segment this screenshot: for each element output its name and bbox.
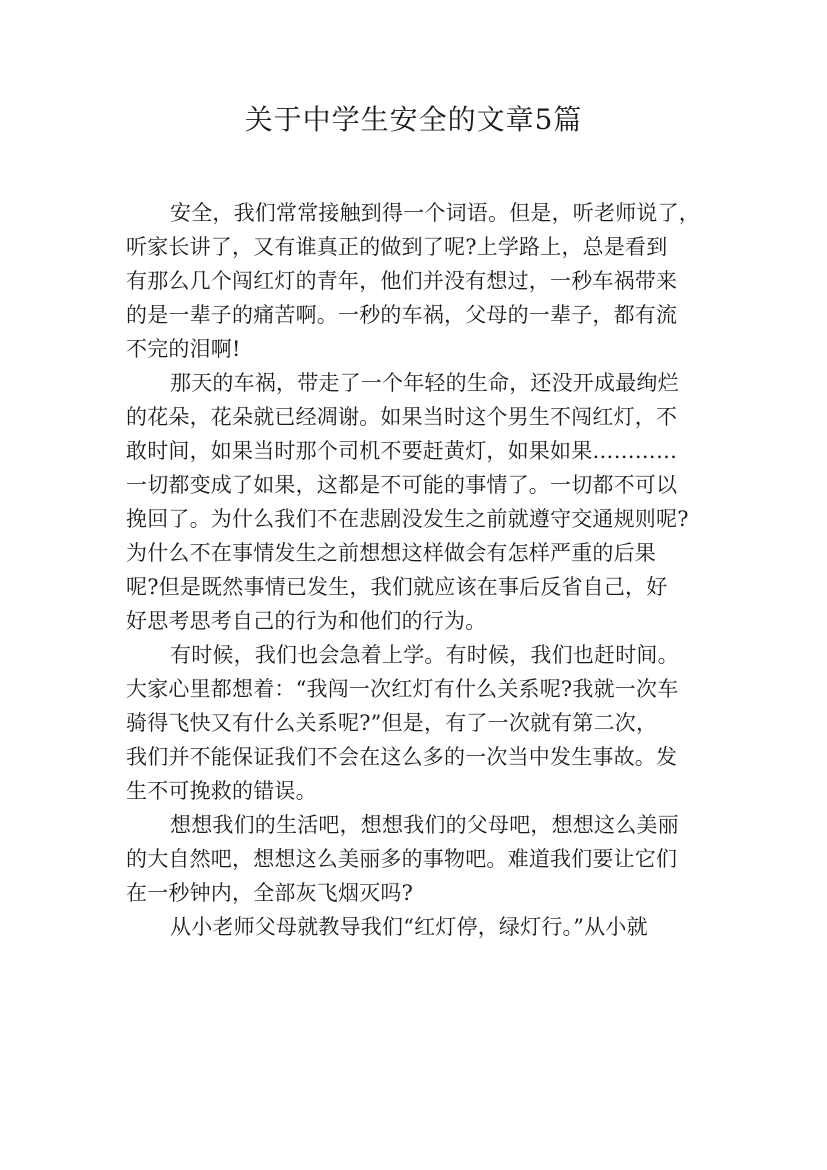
article-line: 敢时间，如果当时那个司机不要赶黄灯，如果如果…………	[126, 439, 678, 463]
article-line: 想想我们的生活吧，想想我们的父母吧，想想这么美丽	[170, 813, 679, 837]
article-line: 不完的泪啊!	[126, 337, 241, 361]
article-line: 那天的车祸，带走了一个年轻的生命，还没开成最绚烂	[170, 371, 679, 395]
article-line: 的大自然吧，想想这么美丽多的事物吧。难道我们要让它们	[126, 847, 678, 871]
article-line: 大家心里都想着：“我闯一次红灯有什么关系呢?我就一次车	[126, 677, 679, 701]
article-line: 骑得飞快又有什么关系呢?”但是，有了一次就有第二次，	[126, 711, 658, 735]
article-line: 的花朵，花朵就已经凋谢。如果当时这个男生不闯红灯，不	[126, 405, 678, 429]
article-line: 有那么几个闯红灯的青年，他们并没有想过，一秒车祸带来	[126, 269, 678, 293]
article-line: 从小老师父母就教导我们“红灯停，绿灯行。”从小就	[170, 915, 648, 939]
article-line: 安全，我们常常接触到得一个词语。但是，听老师说了，	[170, 201, 700, 225]
article-body	[126, 196, 716, 944]
article-line: 的是一辈子的痛苦啊。一秒的车祸，父母的一辈子，都有流	[126, 303, 678, 327]
page-title: 关于中学生安全的文章5篇	[244, 103, 583, 136]
article-line: 为什么不在事情发生之前想想这样做会有怎样严重的后果	[126, 541, 656, 565]
article-line: 挽回了。为什么我们不在悲剧没发生之前就遵守交通规则呢?	[126, 507, 689, 531]
article-line: 我们并不能保证我们不会在这么多的一次当中发生事故。发	[126, 745, 678, 769]
article-line: 有时候，我们也会急着上学。有时候，我们也赶时间。	[170, 643, 679, 667]
article-line: 在一秒钟内，全部灰飞烟灭吗?	[126, 881, 414, 905]
article-line: 呢?但是既然事情已发生，我们就应该在事后反省自己，好	[126, 575, 668, 599]
article-line: 好思考思考自己的行为和他们的行为。	[126, 609, 487, 633]
article-line: 一切都变成了如果，这都是不可能的事情了。一切都不可以	[126, 473, 678, 497]
article-line: 生不可挽救的错误。	[126, 779, 317, 803]
article-line: 听家长讲了，又有谁真正的做到了呢?上学路上，总是看到	[126, 235, 668, 259]
